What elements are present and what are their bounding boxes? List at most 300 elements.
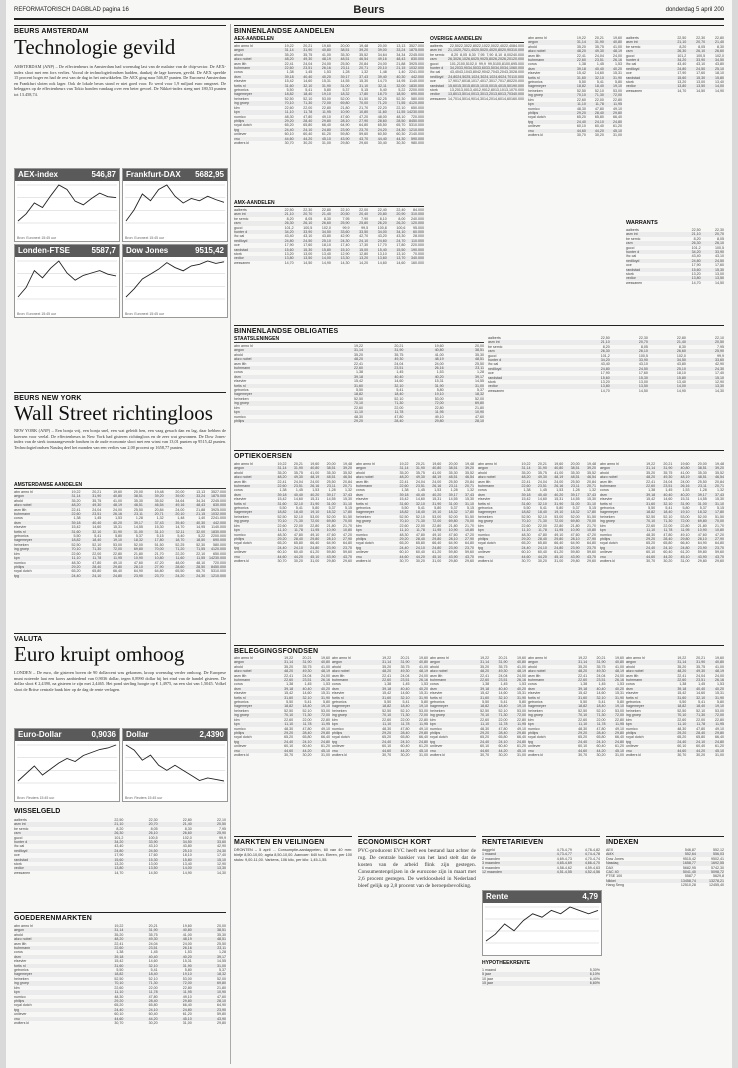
row-value: 5,80 <box>717 700 724 705</box>
row-value: 27,90 <box>359 118 369 123</box>
row-value: 24,04 <box>92 507 102 512</box>
row-value: 24,80 <box>613 119 622 124</box>
row-value: 30,20 <box>498 752 508 757</box>
section-valuta: VALUTA <box>14 633 226 643</box>
row-label: getronics <box>14 968 29 973</box>
row-label: klm <box>356 523 362 528</box>
row-value: 40,40 <box>415 492 425 497</box>
row-value: 64,90 <box>340 123 350 128</box>
row-value: 101,2 <box>449 61 459 66</box>
row-label: fortis nl <box>234 83 246 88</box>
table-row <box>482 870 600 874</box>
row-value: 49,30 <box>148 937 158 942</box>
row-label: vnu <box>430 748 436 753</box>
table-row <box>234 559 352 563</box>
row-value: 42,90 <box>340 234 350 239</box>
row-value: 11,78 <box>663 528 673 533</box>
row-label: numico <box>234 114 246 119</box>
row-value: 22,30 <box>458 44 468 48</box>
row-value: 5,50 <box>356 388 364 393</box>
row-value: 19,22 <box>284 656 294 660</box>
row-value: 52,00 <box>133 542 143 547</box>
row-value: 27,90 <box>587 536 597 541</box>
row-value: 26,16 <box>680 484 690 489</box>
row-value: 60,30 <box>396 132 406 137</box>
row-value: 35,52 <box>154 498 164 503</box>
row-value: 24,50 <box>638 366 648 371</box>
row-value: 65,80 <box>696 735 706 740</box>
row-value: 48,19 <box>554 475 564 480</box>
row-value: 31,90 <box>594 40 604 45</box>
row-value: 43,10 <box>303 234 313 239</box>
row-value: 24,60 <box>493 74 503 79</box>
row-value: 29,80 <box>326 558 336 563</box>
row-value: 24,20 <box>377 127 387 132</box>
row-value: 46,54 <box>343 475 353 480</box>
row-value: 29,20 <box>71 564 81 569</box>
row-label: unilever <box>234 132 247 137</box>
row-value: 20,71 <box>587 484 597 489</box>
row-value: 23,90 <box>570 545 580 550</box>
row-value: 120.000 <box>410 221 424 226</box>
row-value: 52,10 <box>696 708 706 713</box>
row-value: 1,38 <box>356 370 364 375</box>
row-label: elsevier <box>430 691 443 696</box>
row-value: 24,30 <box>196 573 206 578</box>
row-value: 24,00 <box>182 941 192 946</box>
row-label: royal dutch <box>14 569 32 574</box>
row-value: 48,19 <box>613 49 622 54</box>
row-value: 1210.000 <box>408 127 424 132</box>
table-row <box>234 261 424 265</box>
row-value: 60,40 <box>415 550 425 555</box>
hypotheekrente-heading: HYPOTHEEKRENTE <box>482 960 531 966</box>
row-value: 14,20 <box>359 260 369 265</box>
row-value: 52,10 <box>415 514 425 519</box>
row-value: 19,22 <box>480 656 490 660</box>
row-label: aegon <box>528 660 538 665</box>
row-value: 5,50 <box>286 700 294 705</box>
row-label: ahold <box>430 664 439 669</box>
row-label: buhrmann <box>356 484 373 489</box>
row-value: 31,60 <box>399 501 409 506</box>
row-label: wolters kl <box>478 558 493 563</box>
row-value: 53,00 <box>419 708 429 713</box>
row-value: 15,40 <box>377 247 387 252</box>
row-value: 48,20 <box>277 475 287 480</box>
row-value: 32,10 <box>663 501 673 506</box>
row-value: 61,20 <box>615 744 625 749</box>
row-label: corus <box>356 488 365 493</box>
row-value: 5,50 <box>279 506 287 511</box>
row-value: 17,90 <box>448 79 457 84</box>
row-label: wessanen <box>626 280 643 285</box>
row-value: 14,60 <box>594 71 604 76</box>
row-value: 15,30 <box>457 83 466 88</box>
row-label: getronics <box>356 506 371 511</box>
row-value: 5,50 <box>679 700 687 705</box>
row-label: getronics <box>14 534 29 539</box>
row-value: 19,48 <box>587 462 597 466</box>
row-value: 22,00 <box>148 985 158 990</box>
row-value: 31,90 <box>394 348 404 353</box>
row-value: 19,60 <box>321 656 331 660</box>
row-label: asm lith <box>478 479 491 484</box>
row-value: 2241.000 <box>210 516 226 521</box>
row-label: Nikkei <box>606 878 616 883</box>
row-value: 38,51 <box>216 928 226 933</box>
row-label: ahold <box>234 664 243 669</box>
row-value: 1,32 <box>361 70 369 75</box>
row-value: 8,10 <box>379 216 387 221</box>
row-value: 20,71 <box>343 484 353 489</box>
row-value: 40,20 <box>613 66 622 71</box>
table-row <box>234 753 330 757</box>
row-value: 10,90 <box>448 528 458 533</box>
row-value: 1,45 <box>665 488 673 493</box>
row-value: 35,75 <box>663 470 673 475</box>
row-value: 5587,7 <box>684 874 696 879</box>
row-value: 61,20 <box>680 550 690 555</box>
row-value: 48,19 <box>680 475 690 480</box>
row-value: 24,40 <box>284 739 294 744</box>
row-value: 20,10 <box>175 512 185 517</box>
row-label: be semic <box>430 52 445 57</box>
row-value: 25,90 <box>475 57 484 62</box>
row-value: 47,60 <box>448 532 458 537</box>
row-value: 22,00 <box>663 523 673 528</box>
row-value: 22,10 <box>476 44 486 48</box>
row-label: fortis nl <box>600 501 612 506</box>
row-label: heineken <box>14 976 29 981</box>
row-label: hagemeyer <box>626 704 644 709</box>
row-value: 14,50 <box>638 388 648 393</box>
row-value: 23,51 <box>415 484 425 489</box>
row-value: 35,75 <box>394 352 404 357</box>
row-value: 11,78 <box>92 556 102 561</box>
row-value: 28,50 <box>396 118 406 123</box>
row-value: 53,00 <box>113 542 123 547</box>
row-value: 8,30 <box>717 44 724 49</box>
row-value: 20,40 <box>359 212 369 217</box>
row-value: 1,45 <box>396 370 404 375</box>
row-value: 14,60 <box>415 497 425 502</box>
row-value: 30,20 <box>663 558 673 563</box>
row-value: 71,30 <box>92 547 102 552</box>
row-value: 43,40 <box>284 234 294 239</box>
row-value: 11,10 <box>521 528 531 533</box>
row-label: hunter d <box>430 66 444 71</box>
row-value: 49,10 <box>310 532 320 537</box>
row-value: 13,00 <box>458 88 468 93</box>
row-label: tpg <box>14 573 19 578</box>
row-value: 22,60 <box>354 405 364 410</box>
row-value: 15,42 <box>284 691 294 696</box>
row-value: 48,20 <box>677 669 687 674</box>
row-value: 13458,74 <box>680 878 696 883</box>
row-value: 84.000 <box>512 44 524 48</box>
row-value: 15,31 <box>615 691 625 696</box>
row-value: 44,20 <box>498 748 508 753</box>
row-value: 48,51 <box>133 503 143 508</box>
row-label: tpg <box>626 739 631 744</box>
row-value: 24,00 <box>434 361 444 366</box>
row-label: buhrmann <box>14 512 31 517</box>
row-value: 15,42 <box>382 691 392 696</box>
row-label: stork <box>488 380 496 385</box>
row-value: 52,50 <box>576 88 586 93</box>
row-value: 1830.000 <box>408 83 424 88</box>
row-label: gucci <box>488 353 497 358</box>
row-value: 23,70 <box>587 545 597 550</box>
row-value: 19,60 <box>432 462 442 466</box>
row-value: 40,80 <box>554 466 564 471</box>
row-value: 15,30 <box>303 247 313 252</box>
row-value: 13,00 <box>638 380 648 385</box>
row-label: buhrmann <box>332 678 349 683</box>
row-value: 33,60 <box>216 840 226 845</box>
row-value: 32,10 <box>596 695 606 700</box>
row-value: 1140.000 <box>211 525 226 530</box>
row-value: 65,80 <box>594 115 604 120</box>
headline-valuta: Euro kruipt omhoog <box>14 642 185 666</box>
row-value: 52,00 <box>475 396 485 401</box>
row-value: 47,80 <box>92 560 102 565</box>
row-value: 22,40 <box>377 208 387 212</box>
table-row <box>606 883 724 887</box>
row-label: asm int <box>14 822 26 827</box>
row-value: 220.000 <box>511 79 524 84</box>
row-label: nedlloyd <box>626 258 640 263</box>
row-value: 70,00 <box>714 519 724 524</box>
row-value: 31,00 <box>321 140 331 145</box>
row-value: 14,70 <box>677 88 687 93</box>
row-value: 3527.000 <box>408 44 424 48</box>
row-value: 18,32 <box>326 510 336 515</box>
row-label: buhrmann <box>234 66 251 71</box>
row-value: 14,50 <box>303 260 313 265</box>
row-value: 24,40 <box>71 573 81 578</box>
row-value: 15,42 <box>277 497 287 502</box>
row-value: 31,00 <box>615 752 625 757</box>
row-value: 102,0 <box>676 353 686 358</box>
row-value: 13,50 <box>696 84 706 89</box>
row-label: heineken <box>234 514 249 519</box>
row-value: 26,16 <box>321 66 331 71</box>
row-value: 35,20 <box>284 52 294 57</box>
row-label: corus <box>234 70 243 75</box>
row-value: 32,10 <box>148 963 158 968</box>
row-value: 33,90 <box>714 250 724 255</box>
row-value: 19,10 <box>615 704 625 709</box>
row-value: 65,50 <box>377 123 387 128</box>
row-label: asm int <box>626 40 638 45</box>
row-label: asm int <box>488 340 500 345</box>
row-value: 24,10 <box>92 573 102 578</box>
row-value: 18,82 <box>114 972 124 977</box>
row-value: 47,60 <box>475 414 485 419</box>
row-label: wessanen <box>430 96 447 101</box>
row-label: elsevier <box>528 691 541 696</box>
row-value: 20,21 <box>696 656 706 660</box>
row-value: 40,40 <box>303 74 313 79</box>
row-value: 47,80 <box>303 114 313 119</box>
row-value: 48,20 <box>284 57 294 62</box>
row-value: 1,32 <box>345 488 353 493</box>
row-value: 14,00 <box>321 256 331 261</box>
row-value: 4,74-4,78 <box>584 852 600 857</box>
row-value: 65,20 <box>521 541 531 546</box>
row-value: 4,52-4,56 <box>584 870 600 875</box>
row-value: 43,70 <box>587 554 597 559</box>
row-value: 101,2 <box>600 353 610 358</box>
row-value: 32,10 <box>400 695 410 700</box>
row-label: corus <box>528 682 537 687</box>
chart-ftse-plot <box>15 257 119 309</box>
row-label: aalberts <box>488 336 501 340</box>
row-value: 28,50 <box>196 564 206 569</box>
row-value: 14,30 <box>475 96 484 101</box>
row-label: vnu <box>528 128 534 133</box>
row-label: asm lith <box>626 673 639 678</box>
row-value: 43,20 <box>377 234 387 239</box>
row-value: 24,04 <box>594 53 604 58</box>
row-value: 47,80 <box>498 726 508 731</box>
row-label: ihc cal <box>14 844 25 849</box>
row-label: be semic <box>14 826 29 831</box>
row-value: 34,50 <box>182 840 192 845</box>
row-label: ahold <box>600 470 609 475</box>
row-value: 100,6 <box>396 225 406 230</box>
row-value: 100,5 <box>714 245 724 250</box>
row-value: 21,70 <box>465 523 475 528</box>
row-value: 23,70 <box>714 545 724 550</box>
row-value: 18,40 <box>498 704 508 709</box>
row-value: 5041,40 <box>682 870 696 875</box>
row-label: ahold <box>528 664 537 669</box>
row-label: kpn <box>14 556 20 561</box>
row-value: 52,10 <box>596 708 606 713</box>
row-label: oce <box>430 79 436 84</box>
row-value: 39,18 <box>399 492 409 497</box>
row-value: 5742,30 <box>711 865 724 870</box>
row-value: 52,10 <box>92 542 102 547</box>
row-value: 60,10 <box>277 550 287 555</box>
row-value: 24,50 <box>148 848 158 853</box>
row-label: numico <box>528 106 540 111</box>
row-value: 65,20 <box>480 735 490 740</box>
row-value: 13,20 <box>677 80 687 85</box>
row-label: dsm <box>234 74 241 79</box>
row-value: 70.000 <box>412 252 424 257</box>
row-value: 20,00 <box>448 462 458 466</box>
row-label: numico <box>14 560 26 565</box>
row-label: philips <box>528 730 539 735</box>
row-value: 35,20 <box>521 470 531 475</box>
row-value: 18,82 <box>354 392 364 397</box>
row-value: 4,51-4,55 <box>556 870 572 875</box>
row-value: 14,55 <box>326 497 336 502</box>
row-label: dsm <box>332 686 339 691</box>
row-value: 13,30 <box>216 866 226 871</box>
row-value: 13,50 <box>457 92 466 97</box>
row-value: 18,32 <box>133 538 143 543</box>
row-value: 61,20 <box>715 744 724 749</box>
row-label: klm <box>234 523 240 528</box>
row-value: 29,80 <box>432 536 442 541</box>
row-value: 69,80 <box>133 547 143 552</box>
row-value: 13,20 <box>284 252 294 257</box>
row-value: 38,51 <box>326 466 336 471</box>
row-value: 61,20 <box>310 550 320 555</box>
row-value: 31,14 <box>277 466 287 471</box>
row-value: 34,10 <box>503 66 513 71</box>
row-label: klm <box>600 523 606 528</box>
row-value: 24,10 <box>415 545 425 550</box>
row-value: 25,50 <box>697 479 707 484</box>
row-value: 39,18 <box>576 66 586 71</box>
row-value: 101,2 <box>284 225 294 230</box>
row-value: 22,00 <box>394 405 404 410</box>
row-value: 52,50 <box>284 708 294 713</box>
row-value: 240.000 <box>510 52 524 57</box>
row-value: 5,50 <box>384 700 392 705</box>
row-value: 38,51 <box>448 466 458 471</box>
row-value: 24,80 <box>715 739 724 744</box>
row-label: be semic <box>234 216 249 221</box>
row-value: 22,60 <box>646 484 656 489</box>
row-label: dsm <box>14 520 21 525</box>
row-value: 190.000 <box>410 247 424 252</box>
row-value: 60,40 <box>293 550 303 555</box>
row-value: 8,00 <box>398 216 406 221</box>
row-value: 19,60 <box>419 656 429 660</box>
row-value: 61,20 <box>613 124 622 129</box>
row-value: 21,88 <box>196 507 206 512</box>
row-value: 15,60 <box>677 75 687 80</box>
chart-name: Rente <box>486 892 509 901</box>
row-label: buhrmann <box>234 366 251 371</box>
row-value: 53,00 <box>615 708 625 713</box>
row-label: Hang Seng <box>606 883 624 888</box>
row-value: 48,30 <box>578 726 588 731</box>
section-title: Beurs <box>353 4 385 16</box>
row-value: 19,22 <box>578 656 588 660</box>
row-value: 160.000 <box>410 260 424 265</box>
row-label: oce <box>14 853 20 858</box>
row-label: ahold <box>234 52 243 57</box>
row-label: abn amro hl <box>528 36 547 40</box>
row-value: 100,5 <box>458 61 468 66</box>
row-value: 35,20 <box>646 470 656 475</box>
row-value: 29,80 <box>340 140 350 145</box>
row-value: 39,18 <box>277 492 287 497</box>
row-value: 24,80 <box>321 739 331 744</box>
row-value: 31,90 <box>663 466 673 471</box>
row-label: randstad <box>430 83 444 88</box>
row-value: 17,80 <box>587 510 597 515</box>
row-value: 37,43 <box>359 74 369 79</box>
row-value: 15,80 <box>715 75 724 80</box>
row-value: 22,50 <box>691 228 701 232</box>
row-value: 40,20 <box>310 492 320 497</box>
row-value: 24,80 <box>680 545 690 550</box>
row-label: getronics <box>478 506 493 511</box>
row-value: 13,40 <box>182 862 192 867</box>
row-value: 18,82 <box>284 92 294 97</box>
row-value: 5,80 <box>556 506 564 511</box>
row-label: getronics <box>528 700 543 705</box>
